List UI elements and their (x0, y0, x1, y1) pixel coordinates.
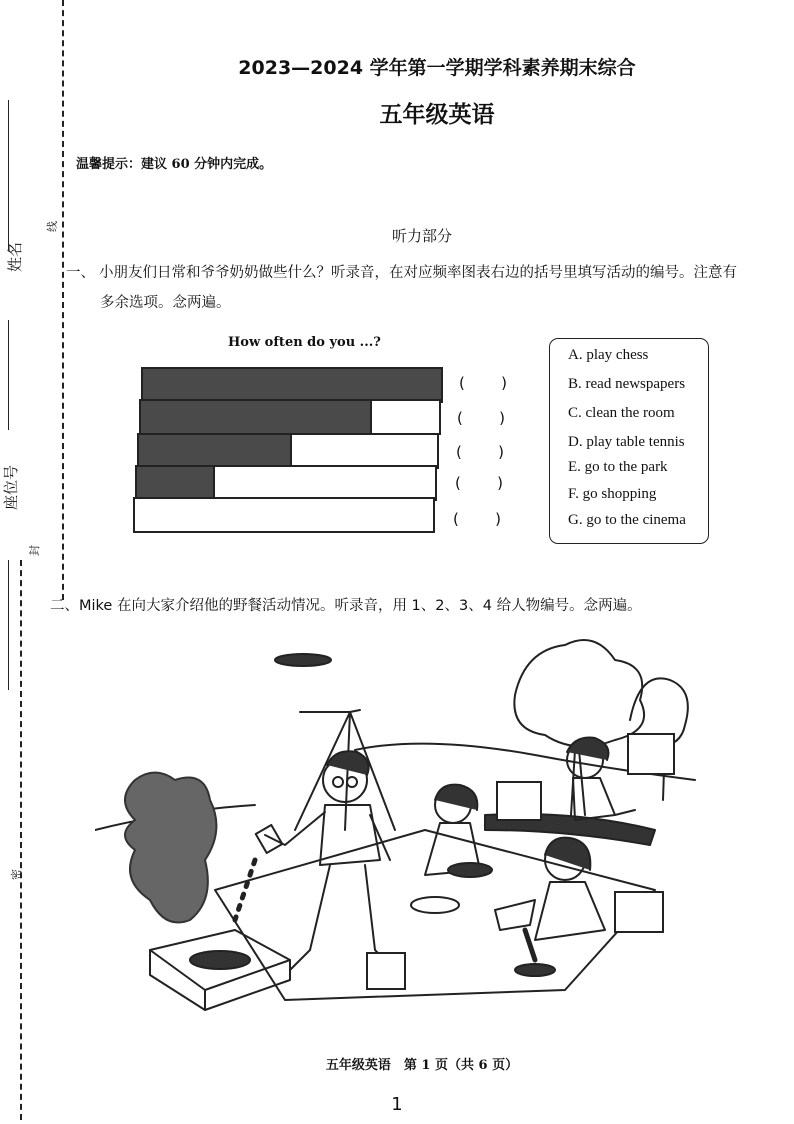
exam-title: 2023—2024 学年第一学期学科素养期末综合 (238, 57, 636, 79)
answer-blank-1[interactable] (459, 374, 507, 392)
secret-mark: 密 (10, 869, 23, 880)
question-1-number: 一、 (66, 265, 95, 281)
paren-open: ( (459, 374, 465, 392)
bar-fill-4 (136, 466, 214, 500)
cloud-icon (275, 654, 331, 666)
chart-title: How often do you ...? (228, 335, 381, 350)
paren-close: ) (498, 443, 504, 461)
option-c: C. clean the room (568, 405, 675, 421)
line-mark: 线 (46, 221, 59, 232)
frequency-chart (130, 362, 450, 542)
girl-figure-2 (495, 838, 605, 976)
tip-text: 温馨提示：建议 60 分钟内完成。 (76, 157, 273, 172)
option-g: G. go to the cinema (568, 512, 686, 528)
answer-blank-5[interactable] (453, 510, 501, 528)
question-2 (50, 594, 642, 615)
question-1-text-cont: 多余选项。念两遍。 (100, 295, 231, 311)
number-box-2 (497, 782, 541, 820)
binding-rule-lower (8, 560, 9, 690)
answer-blank-4[interactable] (455, 474, 503, 492)
paren-open: ( (456, 443, 462, 461)
page-footer: 五年级英语 第 1 页（共 6 页） (325, 1058, 519, 1073)
binding-dashed-line-lower (20, 560, 22, 1120)
bar-fill-2 (140, 400, 371, 434)
option-a: A. play chess (568, 347, 649, 363)
paren-open: ( (455, 474, 461, 492)
paren-open: ( (457, 409, 463, 427)
paren-close: ) (499, 409, 505, 427)
answer-blank-3[interactable] (456, 443, 504, 461)
question-1-text: 小朋友们日常和爷爷奶奶做些什么？听录音，在对应频率图表右边的括号里填写活动的编号。注意有 (99, 265, 737, 281)
bar-fill-3 (138, 434, 291, 468)
boy-figure-2 (567, 738, 635, 820)
smoke-icon (125, 773, 216, 923)
seat-label: 座位号 (2, 464, 20, 510)
answer-blank-2[interactable] (457, 409, 505, 427)
question-2-number: 二、 (50, 598, 79, 614)
paren-close: ) (495, 510, 501, 528)
number-box-3 (615, 892, 663, 932)
picnic-illustration (95, 630, 715, 1030)
name-label: 姓名 (6, 241, 24, 272)
number-box-4 (367, 953, 405, 989)
seal-mark: 封 (28, 545, 41, 556)
options-box (549, 338, 709, 544)
number-box-1 (628, 734, 674, 774)
option-f: F. go shopping (568, 486, 657, 502)
paren-close: ) (497, 474, 503, 492)
tent-icon (295, 710, 395, 830)
paren-close: ) (501, 374, 507, 392)
option-d: D. play table tennis (568, 434, 685, 450)
bar-outline-5 (134, 498, 434, 532)
binding-dashed-line-outer (62, 0, 64, 600)
grill-icon (150, 930, 290, 1010)
question-1 (66, 258, 786, 318)
page-number: 1 (391, 1094, 403, 1115)
seat-underline (8, 320, 9, 430)
option-b: B. read newspapers (568, 376, 686, 392)
girl-figure-1 (411, 785, 492, 913)
question-2-text: Mike 在向大家介绍他的野餐活动情况。听录音，用 1、2、3、4 给人物编号。念两遍。 (79, 598, 642, 614)
section-heading: 听力部分 (391, 227, 452, 245)
bar-fill-1 (142, 368, 442, 402)
subject-title: 五年级英语 (379, 101, 495, 128)
option-e: E. go to the park (568, 459, 668, 475)
paren-open: ( (453, 510, 459, 528)
